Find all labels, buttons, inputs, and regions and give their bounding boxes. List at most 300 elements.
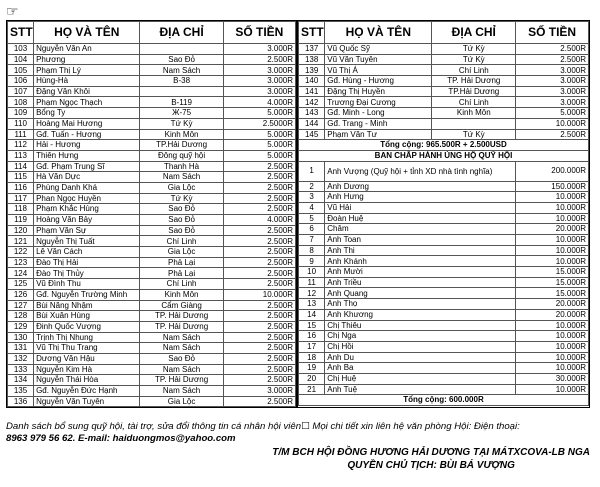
table-row xyxy=(8,289,296,300)
row-amount: 5.000R xyxy=(223,150,295,161)
row-name: Bổng Ty xyxy=(34,108,140,119)
row-amount: 2.500R xyxy=(223,193,295,204)
row-stt: 9 xyxy=(299,256,325,267)
table-row xyxy=(299,213,589,224)
footer-note: Danh sách bổ sung quỹ hội, tài trợ, sửa đổi thông tin cá nhân hội viên☐ Mọi chi tiết xin liên hệ văn phòng Hội: Điện thoại: xyxy=(6,421,520,432)
row-address: Kinh Môn xyxy=(140,129,223,140)
row-stt: 127 xyxy=(8,300,34,311)
left-column xyxy=(7,21,298,407)
row-amount: 10.000R xyxy=(516,235,589,246)
row-name: Vũ Đình Thu xyxy=(34,279,140,290)
row-amount: 10.000R xyxy=(516,331,589,342)
footer-signature xyxy=(272,446,590,472)
row-name: Thiên Hưng xyxy=(34,150,140,161)
row-amount: 10.000R xyxy=(516,341,589,352)
row-name: Phan Ngọc Huyền xyxy=(34,193,140,204)
row-address: Chí Linh xyxy=(140,279,223,290)
right-donor-table xyxy=(298,21,589,406)
row-stt: 6 xyxy=(299,224,325,235)
row-name: Anh Du xyxy=(325,352,516,363)
table-row xyxy=(8,118,296,129)
committee-total: Tổng cộng: 600.000R xyxy=(299,395,589,406)
table-row xyxy=(299,267,589,278)
address-header: ĐỊA CHỈ xyxy=(432,22,516,44)
row-name: Gđ. Nguyễn Trường Minh xyxy=(34,289,140,300)
pointing-hand-icon: ☞ xyxy=(6,3,19,19)
row-name: Vũ Thị Á xyxy=(325,65,432,76)
row-stt: 105 xyxy=(8,65,34,76)
row-address: B-119 xyxy=(140,97,223,108)
row-address: Chí Linh xyxy=(432,97,516,108)
row-stt: 107 xyxy=(8,86,34,97)
row-address: TP.Hải Dương xyxy=(432,86,516,97)
table-row xyxy=(8,311,296,322)
table-row xyxy=(8,257,296,268)
table-row xyxy=(299,161,589,181)
row-address: Gia Lộc xyxy=(140,396,223,407)
table-row xyxy=(299,86,589,97)
row-stt: 19 xyxy=(299,363,325,374)
row-address: Gia Lộc xyxy=(140,247,223,258)
row-stt: 16 xyxy=(299,331,325,342)
table-row xyxy=(299,331,589,342)
row-stt: 108 xyxy=(8,97,34,108)
row-name: Đinh Quốc Vượng xyxy=(34,321,140,332)
table-row xyxy=(299,256,589,267)
row-address: Sao Đỏ xyxy=(140,225,223,236)
row-amount: 2.500R xyxy=(223,321,295,332)
row-amount: 5.000R xyxy=(223,129,295,140)
row-name: Đào Thị Thủy xyxy=(34,268,140,279)
row-stt: 139 xyxy=(299,65,325,76)
row-amount: 3.000R xyxy=(223,65,295,76)
table-row xyxy=(299,373,589,384)
table-row xyxy=(8,150,296,161)
row-stt: 17 xyxy=(299,341,325,352)
table-row xyxy=(8,65,296,76)
row-name: Phương xyxy=(34,54,140,65)
row-name: Đặng Thị Huyền xyxy=(325,86,432,97)
table-row xyxy=(299,352,589,363)
row-amount: 10.000R xyxy=(516,118,589,129)
row-stt: 121 xyxy=(8,236,34,247)
row-stt: 13 xyxy=(299,299,325,310)
row-amount: 2.500R xyxy=(223,54,295,65)
table-row xyxy=(8,300,296,311)
committee-total-row xyxy=(299,395,589,406)
row-stt: 112 xyxy=(8,140,34,151)
table-row xyxy=(299,277,589,288)
row-stt: 120 xyxy=(8,225,34,236)
table-row xyxy=(8,161,296,172)
table-row xyxy=(299,235,589,246)
table-row xyxy=(299,65,589,76)
row-name: Gđ. Minh - Long xyxy=(325,108,432,119)
row-name: Hà Văn Dực xyxy=(34,172,140,183)
table-row xyxy=(8,396,296,407)
table-row xyxy=(8,225,296,236)
row-address: Nam Sách xyxy=(140,386,223,397)
table-row xyxy=(8,332,296,343)
row-stt: 131 xyxy=(8,343,34,354)
row-stt: 8 xyxy=(299,245,325,256)
row-name: Vũ Quốc Sỹ xyxy=(325,44,432,55)
row-name: Anh Dương xyxy=(325,181,516,192)
row-stt: 103 xyxy=(8,44,34,55)
row-name: Gđ. Trang - Minh xyxy=(325,118,432,129)
row-amount: 3.000R xyxy=(223,44,295,55)
row-amount: 15.000R xyxy=(516,267,589,278)
row-stt: 21 xyxy=(299,384,325,395)
row-stt: 18 xyxy=(299,352,325,363)
row-amount: 3.000R xyxy=(516,76,589,87)
amount-header: SỐ TIỀN xyxy=(516,22,589,44)
row-address: TP. Hải Dương xyxy=(140,375,223,386)
table-row xyxy=(8,193,296,204)
left-header-row xyxy=(8,22,296,44)
row-stt: 140 xyxy=(299,76,325,87)
row-amount: 10.000R xyxy=(516,256,589,267)
row-amount: 10.000R xyxy=(516,384,589,395)
address-header: ĐỊA CHỈ xyxy=(140,22,223,44)
row-stt: 119 xyxy=(8,215,34,226)
row-address: Phả Lại xyxy=(140,268,223,279)
row-name: Hải - Hương xyxy=(34,140,140,151)
row-address: Tứ Kỳ xyxy=(140,193,223,204)
row-amount: 5.000R xyxy=(223,108,295,119)
stt-header: STT xyxy=(8,22,34,44)
row-stt: 110 xyxy=(8,118,34,129)
row-address: Sao Đỏ xyxy=(140,215,223,226)
row-amount: 3.000R xyxy=(223,86,295,97)
row-address: Sao Đỏ xyxy=(140,353,223,364)
name-header: HỌ VÀ TÊN xyxy=(325,22,432,44)
row-stt: 132 xyxy=(8,353,34,364)
row-amount: 2.500R xyxy=(223,311,295,322)
row-address: Chí Linh xyxy=(140,236,223,247)
table-row xyxy=(8,140,296,151)
row-stt: 133 xyxy=(8,364,34,375)
row-amount: 2.500R xyxy=(223,396,295,407)
row-name: Gđ. Tuấn - Hương xyxy=(34,129,140,140)
row-stt: 5 xyxy=(299,213,325,224)
row-stt: 15 xyxy=(299,320,325,331)
row-name: Trương Đại Cương xyxy=(325,97,432,108)
row-name: Nguyễn Thị Tuất xyxy=(34,236,140,247)
row-stt: 118 xyxy=(8,204,34,215)
row-amount: 5.000R xyxy=(223,140,295,151)
table-row xyxy=(8,353,296,364)
org-name: T/M BCH HỘI ĐỒNG HƯƠNG HẢI DƯƠNG TẠI MÁTXCOVA-LB NGA xyxy=(272,447,590,458)
row-name: Gđ. Nguyễn Đức Hạnh xyxy=(34,386,140,397)
row-stt: 128 xyxy=(8,311,34,322)
row-amount: 2.500R xyxy=(223,279,295,290)
row-stt: 7 xyxy=(299,235,325,246)
table-row xyxy=(299,245,589,256)
row-amount: 4.000R xyxy=(223,215,295,226)
row-amount: 10.000R xyxy=(516,363,589,374)
row-stt: 20 xyxy=(299,373,325,384)
row-stt: 141 xyxy=(299,86,325,97)
row-stt: 14 xyxy=(299,309,325,320)
row-name: Anh Khánh xyxy=(325,256,516,267)
row-name: Anh Ba xyxy=(325,363,516,374)
row-amount: 15.000R xyxy=(516,277,589,288)
table-row xyxy=(299,108,589,119)
row-name: Gđ. Hùng - Hương xyxy=(325,76,432,87)
row-amount: 15.000R xyxy=(516,288,589,299)
row-name: Trịnh Thị Nhung xyxy=(34,332,140,343)
table-row xyxy=(8,268,296,279)
left-table-body xyxy=(8,44,296,407)
row-amount: 2.500R xyxy=(223,257,295,268)
row-amount: 4.000R xyxy=(223,97,295,108)
row-name: Phùng Danh Khá xyxy=(34,182,140,193)
row-address: Cẩm Giàng xyxy=(140,300,223,311)
chair-name: QUYỀN CHỦ TỊCH: BÙI BÁ VƯỢNG xyxy=(347,460,515,471)
row-amount: 2.500R xyxy=(223,161,295,172)
row-amount: 3.000R xyxy=(516,86,589,97)
table-row xyxy=(299,118,589,129)
table-row xyxy=(8,129,296,140)
table-row xyxy=(299,202,589,213)
row-stt: 117 xyxy=(8,193,34,204)
row-address: B-38 xyxy=(140,76,223,87)
row-stt: 123 xyxy=(8,257,34,268)
row-stt: 134 xyxy=(8,375,34,386)
row-name: Anh Tuệ xyxy=(325,384,516,395)
row-address: Kinh Môn xyxy=(432,108,516,119)
table-row xyxy=(8,86,296,97)
row-amount: 10.000R xyxy=(516,320,589,331)
row-stt: 138 xyxy=(299,54,325,65)
row-amount: 2.500R xyxy=(223,172,295,183)
row-address: Gia Lộc xyxy=(140,182,223,193)
row-name: Anh Triều xyxy=(325,277,516,288)
row-amount: 2.500R xyxy=(223,343,295,354)
row-amount: 2.500R xyxy=(223,182,295,193)
row-address: Ж-75 xyxy=(140,108,223,119)
row-stt: 109 xyxy=(8,108,34,119)
committee-title-row xyxy=(299,150,589,161)
row-amount: 2.500R xyxy=(516,129,589,140)
table-row xyxy=(8,44,296,55)
phone-email: 8963 979 56 62. E-mail: haiduongmos@yahoo.com xyxy=(6,433,236,444)
row-address: Chí Linh xyxy=(432,65,516,76)
row-name: Nguyễn Thái Hòa xyxy=(34,375,140,386)
row-stt: 2 xyxy=(299,181,325,192)
row-name: Gđ. Phạm Trung Sĩ xyxy=(34,161,140,172)
table-row xyxy=(299,97,589,108)
row-amount: 10.000R xyxy=(516,192,589,203)
table-row xyxy=(8,247,296,258)
table-row xyxy=(299,363,589,374)
table-row xyxy=(299,129,589,140)
row-stt: 114 xyxy=(8,161,34,172)
row-amount: 2.500R xyxy=(516,44,589,55)
row-stt: 1 xyxy=(299,161,325,181)
row-amount: 2.500R xyxy=(223,204,295,215)
row-address: Nam Sách xyxy=(140,364,223,375)
row-amount: 2.500R xyxy=(223,332,295,343)
row-amount: 150.000R xyxy=(516,181,589,192)
row-address: Nam Sách xyxy=(140,65,223,76)
name-header: HỌ VÀ TÊN xyxy=(34,22,140,44)
row-amount: 2.500R xyxy=(223,236,295,247)
table-row xyxy=(8,364,296,375)
footer-phone-email xyxy=(6,433,596,445)
right-header-row xyxy=(299,22,589,44)
row-stt: 126 xyxy=(8,289,34,300)
row-name: Châm xyxy=(325,224,516,235)
row-amount: 3.000R xyxy=(516,65,589,76)
row-name: Vũ Văn Tuyên xyxy=(325,54,432,65)
row-amount: 20.000R xyxy=(516,299,589,310)
row-amount: 2.500R xyxy=(223,364,295,375)
row-address: Đông quỹ hội xyxy=(140,150,223,161)
table-row xyxy=(8,386,296,397)
row-name: Hoàng Văn Bảy xyxy=(34,215,140,226)
row-name: Phạm Thị Lý xyxy=(34,65,140,76)
row-address xyxy=(140,86,223,97)
row-name: Nguyễn Kim Hà xyxy=(34,364,140,375)
row-stt: 113 xyxy=(8,150,34,161)
table-row xyxy=(8,215,296,226)
row-stt: 124 xyxy=(8,268,34,279)
row-stt: 111 xyxy=(8,129,34,140)
table-row xyxy=(299,309,589,320)
row-stt: 106 xyxy=(8,76,34,87)
row-name: Nguyễn Văn An xyxy=(34,44,140,55)
table-row xyxy=(299,288,589,299)
row-address: TP. Hải Dương xyxy=(432,76,516,87)
table-row xyxy=(8,172,296,183)
row-address: Kinh Môn xyxy=(140,289,223,300)
row-address: Sao Đỏ xyxy=(140,54,223,65)
row-address: Nam Sách xyxy=(140,343,223,354)
row-amount: 2.500R xyxy=(223,225,295,236)
row-address: Tứ Kỳ xyxy=(432,44,516,55)
row-name: Vũ Thị Thu Trang xyxy=(34,343,140,354)
table-row xyxy=(299,341,589,352)
row-address: TP. Hải Dương xyxy=(140,321,223,332)
table-row xyxy=(8,108,296,119)
row-stt: 4 xyxy=(299,202,325,213)
row-address: Thanh Hà xyxy=(140,161,223,172)
row-amount: 10.000R xyxy=(223,289,295,300)
row-address: Tứ Kỳ xyxy=(432,129,516,140)
row-amount: 3.000R xyxy=(223,76,295,87)
row-amount: 20.000R xyxy=(516,309,589,320)
table-row xyxy=(299,76,589,87)
row-address xyxy=(140,44,223,55)
row-stt: 10 xyxy=(299,267,325,278)
row-amount: 2.500R xyxy=(223,353,295,364)
row-address: TP. Hải Dương xyxy=(140,311,223,322)
right-total-row xyxy=(299,140,589,151)
row-amount: 5.000R xyxy=(516,108,589,119)
row-address: Nam Sách xyxy=(140,172,223,183)
donor-tables xyxy=(6,20,590,408)
row-address: Phả Lại xyxy=(140,257,223,268)
row-amount: 10.000R xyxy=(516,352,589,363)
row-amount: 200.000R xyxy=(516,161,589,181)
row-stt: 125 xyxy=(8,279,34,290)
row-amount: 10.000R xyxy=(516,213,589,224)
table-row xyxy=(8,54,296,65)
right-table-body xyxy=(299,44,589,140)
row-stt: 104 xyxy=(8,54,34,65)
table-row xyxy=(299,192,589,203)
row-name: Anh Quang xyxy=(325,288,516,299)
row-stt: 115 xyxy=(8,172,34,183)
row-amount: 20.000R xyxy=(516,224,589,235)
row-amount: 30.000R xyxy=(516,373,589,384)
row-amount: 2.500R xyxy=(223,247,295,258)
row-amount: 2.500R xyxy=(223,375,295,386)
row-amount: 2.5000R xyxy=(223,118,295,129)
row-stt: 137 xyxy=(299,44,325,55)
table-row xyxy=(8,97,296,108)
row-name: Chị Nga xyxy=(325,331,516,342)
row-amount: 10.000R xyxy=(516,245,589,256)
row-address xyxy=(432,118,516,129)
row-amount: 3.000R xyxy=(516,97,589,108)
row-address: Tứ Kỳ xyxy=(432,54,516,65)
row-name: Đặng Văn Khôi xyxy=(34,86,140,97)
table-row xyxy=(299,320,589,331)
row-stt: 144 xyxy=(299,118,325,129)
row-name: Anh Thọ xyxy=(325,299,516,310)
row-stt: 145 xyxy=(299,129,325,140)
row-stt: 143 xyxy=(299,108,325,119)
row-name: Chị Thiêu xyxy=(325,320,516,331)
row-address: Tứ Kỳ xyxy=(140,118,223,129)
row-amount: 2.500R xyxy=(223,268,295,279)
table-row xyxy=(299,384,589,395)
row-stt: 136 xyxy=(8,396,34,407)
row-stt: 11 xyxy=(299,277,325,288)
row-name: Anh Thi xyxy=(325,245,516,256)
row-amount: 10.000R xyxy=(516,202,589,213)
row-name: Vũ Hải xyxy=(325,202,516,213)
row-name: Phạm Khắc Hùng xyxy=(34,204,140,215)
row-name: Anh Toan xyxy=(325,235,516,246)
row-name: Đoàn Huệ xyxy=(325,213,516,224)
table-row xyxy=(8,236,296,247)
table-row xyxy=(299,54,589,65)
row-name: Đào Thị Hải xyxy=(34,257,140,268)
footer-contact xyxy=(6,421,596,445)
row-amount: 3.000R xyxy=(223,386,295,397)
table-row xyxy=(8,76,296,87)
amount-header: SỐ TIỀN xyxy=(223,22,295,44)
table-row xyxy=(8,182,296,193)
row-stt: 142 xyxy=(299,97,325,108)
row-name: Lê Văn Cách xyxy=(34,247,140,258)
table-row xyxy=(8,279,296,290)
table-row xyxy=(8,204,296,215)
row-stt: 3 xyxy=(299,192,325,203)
row-name: Chị Huệ xyxy=(325,373,516,384)
row-stt: 12 xyxy=(299,288,325,299)
row-name: Hoàng Mai Hương xyxy=(34,118,140,129)
row-address: TP.Hải Dương xyxy=(140,140,223,151)
row-address: Sao Đỏ xyxy=(140,204,223,215)
row-stt: 135 xyxy=(8,386,34,397)
row-amount: 2.500R xyxy=(516,54,589,65)
row-name: Hùng-Hà xyxy=(34,76,140,87)
